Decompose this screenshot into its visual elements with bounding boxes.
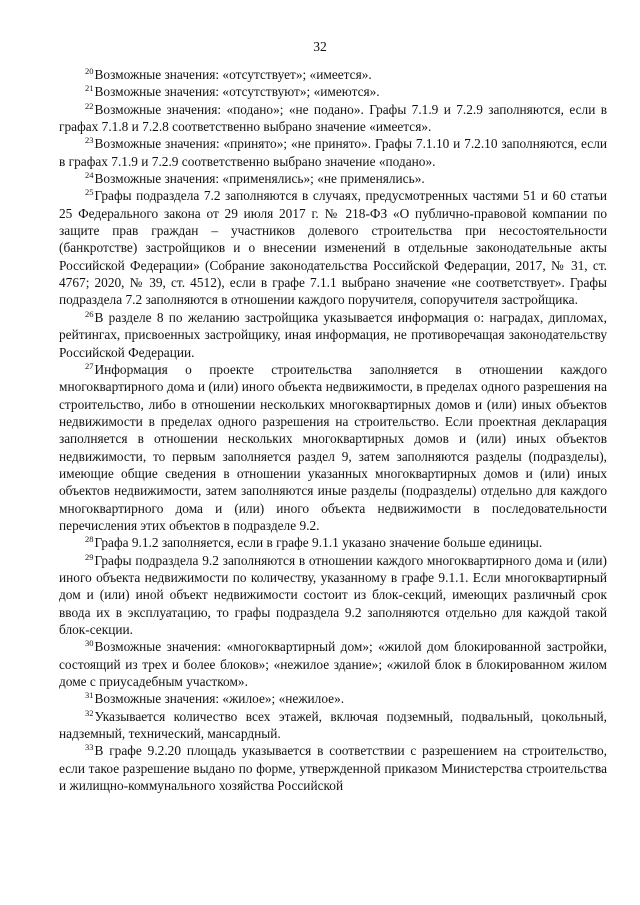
footnote-marker: 25 <box>85 187 94 198</box>
footnote-text: В разделе 8 по желанию застройщика указывается информация о: наградах, дипломах, рейтингах, присвоенных застройщику, иная информация, не противоречащая законодательству Российской Федерации. <box>59 309 607 360</box>
footnote <box>59 187 607 308</box>
footnote-marker: 33 <box>85 742 94 753</box>
footnote-text: Возможные значения: «отсутствуют»; «имеются». <box>94 84 380 100</box>
footnote-marker: 24 <box>85 170 94 181</box>
footnote-text: Возможные значения: «подано»; «не подано». Графы 7.1.9 и 7.2.9 заполняются, если в графах 7.1.8 и 7.2.8 соответственно выбрано значение «имеется». <box>59 101 607 135</box>
footnote <box>59 101 607 136</box>
footnote-marker: 27 <box>85 360 94 371</box>
footnote-text: Графы подраздела 9.2 заполняются в отношении каждого многоквартирного дома и (или) иного объекта недвижимости по количеству, указанному в графе 9.1.1. Если многоквартирный дом и (или) иной объект недвижимости состоит из блок-секций, имеющих различный срок ввода их в эксплуатацию, то графы подраздела 9.2 заполняются отдельно для каждой такой блок-секции. <box>59 552 607 637</box>
footnote-text: Возможные значения: «жилое»; «нежилое». <box>94 691 345 707</box>
footnote-marker: 31 <box>85 690 94 701</box>
footnote-marker: 30 <box>85 638 94 649</box>
footnote-text: В графе 9.2.20 площадь указывается в соответствии с разрешением на строительство, если такое разрешение выдано по форме, утвержденной приказом Министерства строительства и жилищно-коммунального хозяйства Российской <box>59 743 607 794</box>
footnote-marker: 26 <box>85 308 94 319</box>
footnote-text: Возможные значения: «многоквартирный дом»; «жилой дом блокированной застройки, состоящий из трех и более блоков»; «нежилое здание»; «жилой блок в блокированном жилом доме с приусадебным участком». <box>59 639 607 690</box>
footnote <box>59 135 607 170</box>
footnote-marker: 21 <box>85 83 94 94</box>
footnotes-list <box>59 66 607 794</box>
footnote-text: Графа 9.1.2 заполняется, если в графе 9.1.1 указано значение больше единицы. <box>94 535 543 551</box>
footnote-text: Указывается количество всех этажей, включая подземный, подвальный, цокольный, надземный, технический, мансардный. <box>59 708 607 742</box>
footnote-marker: 29 <box>85 551 94 562</box>
footnote <box>59 361 607 534</box>
footnote <box>59 534 607 551</box>
footnote-text: Возможные значения: «применялись»; «не применялись». <box>94 171 425 187</box>
footnote-text: Графы подраздела 7.2 заполняются в случаях, предусмотренных частями 51 и 60 статьи 25 Федерального закона от 29 июля 2017 г. № 218-ФЗ «О публично-правовой компании по защите прав граждан – участников долевого строительства при несостоятельности (банкротстве) застройщиков и о внесении изменений в отдельные законодательные акты Российской Федерации» (Собрание законодательства Российской Федерации, 2017, № 31, ст. 4767; 2020, № 39, ст. 4512), если в графе 7.1.1 выбрано значение «не соответствует». Графы подраздела 7.2 заполняются в отношении каждого поручителя, сопоручителя застройщика. <box>59 188 607 308</box>
footnote-marker: 23 <box>85 135 94 146</box>
page-number: 32 <box>313 39 327 54</box>
footnote-marker: 32 <box>85 707 94 718</box>
footnote <box>59 309 607 361</box>
footnote <box>59 83 607 100</box>
footnote <box>59 690 607 707</box>
footnote <box>59 66 607 83</box>
footnote-marker: 28 <box>85 534 94 545</box>
footnote-text: Возможные значения: «отсутствует»; «имеется». <box>94 67 372 82</box>
footnote <box>59 708 607 743</box>
footnote-text: Возможные значения: «принято»; «не принято». Графы 7.1.10 и 7.2.10 заполняются, если в графах 7.1.9 и 7.2.9 соответственно выбрано значение «подано». <box>59 136 607 169</box>
footnote <box>59 742 607 794</box>
footnote-text: Информация о проекте строительства заполняется в отношении каждого многоквартирного дома и (или) иного объекта недвижимости, в пределах одного разрешения на строительство, либо в отношении нескольких многоквартирных домов и (или) иных объектов недвижимости в пределах одного разрешения на строительство. Если проектная декларация заполняется в отношении нескольких многоквартирных домов и (или) иных объектов недвижимости, то первым заполняется раздел 9, затем заполняются разделы (подразделы), имеющие общие сведения в отношении указанных многоквартирных домов и (или) иных объектов недвижимости, затем заполняются иные разделы (подразделы) отдельно для каждого многоквартирного дома и (или) иного объекта недвижимости в последовательности перечисления этих объектов в подразделе 9.2. <box>59 361 607 533</box>
footnote <box>59 552 607 639</box>
footnote <box>59 638 607 690</box>
footnote-marker: 20 <box>85 66 94 76</box>
footnote-marker: 22 <box>85 100 94 111</box>
footnote <box>59 170 607 187</box>
